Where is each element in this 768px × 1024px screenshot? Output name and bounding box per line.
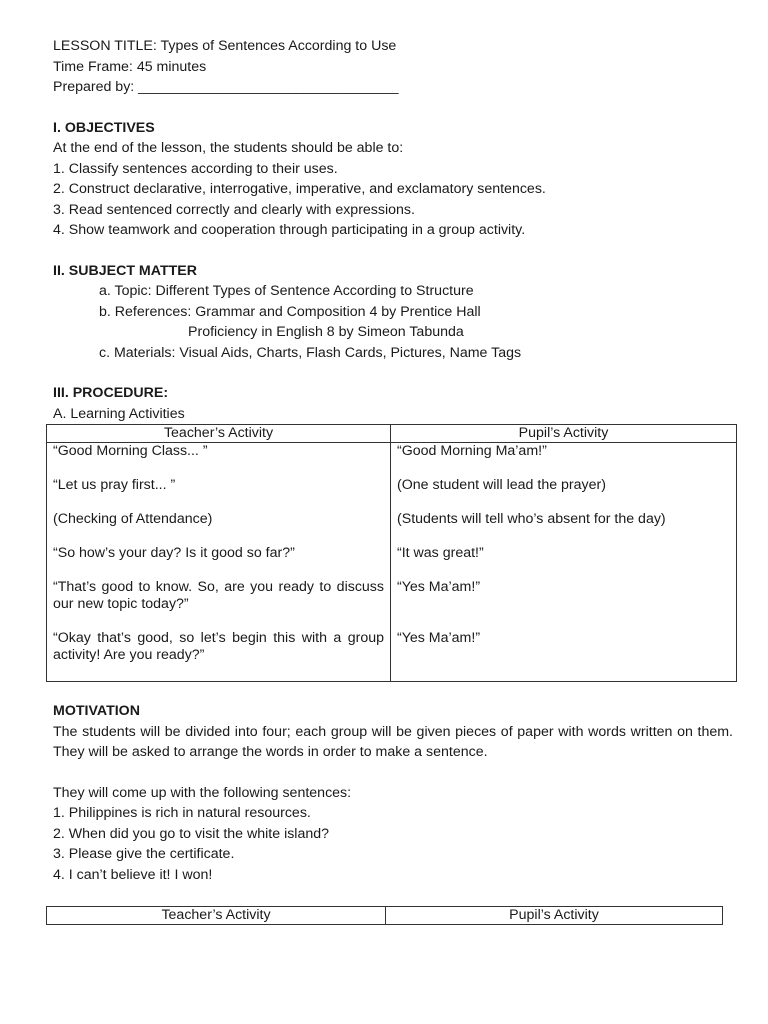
teacher-line: “Okay that’s good, so let’s begin this with a group activity! Are you ready?”	[53, 630, 384, 663]
pupil-line: “It was great!”	[397, 545, 484, 561]
sentences-intro: They will come up with the following sentences:	[53, 784, 352, 801]
pupil-line: (One student will lead the prayer)	[397, 477, 606, 493]
prepared-by: Prepared by: _________________________________	[53, 79, 399, 95]
teacher-activity-cell	[47, 443, 391, 682]
teacher-line: “That’s good to know. So, are you ready to discuss our new topic today?”	[53, 579, 384, 612]
pupil-line: “Yes Ma’am!”	[397, 630, 481, 646]
motivation-heading: MOTIVATION	[53, 703, 140, 719]
learning-activities-label: A. Learning Activities	[53, 405, 185, 422]
subject-references: b. References: Grammar and Composition 4 by Prentice Hall	[99, 303, 481, 320]
teacher-line: (Checking of Attendance)	[53, 511, 213, 527]
pupil-activity-header: Pupil’s Activity	[386, 907, 723, 925]
motivation-activities-table	[46, 906, 723, 925]
table-header-row	[47, 907, 723, 925]
sentence-item: 2. When did you go to visit the white island?	[53, 825, 330, 842]
objective-item: 2. Construct declarative, interrogative, imperative, and exclamatory sentences.	[53, 181, 546, 197]
objectives-intro: At the end of the lesson, the students should be able to:	[53, 140, 404, 156]
pupil-line: (Students will tell who’s absent for the day)	[397, 511, 666, 527]
subject-matter-heading: II. SUBJECT MATTER	[53, 262, 197, 279]
procedure-heading: III. PROCEDURE:	[53, 385, 169, 401]
teacher-line: “Good Morning Class... ”	[53, 443, 208, 459]
teacher-line: “Let us pray first... ”	[53, 477, 176, 493]
motivation-paragraph: The students will be divided into four; each group will be given pieces of paper with words written on them. They will be asked to arrange the words in order to make a sentence.	[53, 723, 733, 760]
objective-item: 3. Read sentenced correctly and clearly with expressions.	[53, 201, 415, 218]
pupil-activity-header: Pupil’s Activity	[391, 425, 737, 443]
sentence-item: 1. Philippines is rich in natural resources.	[53, 805, 311, 821]
table-header-row	[47, 425, 737, 443]
sentence-item: 3. Please give the certificate.	[53, 846, 235, 862]
objectives-list	[53, 159, 733, 241]
sentence-item: 4. I can’t believe it! I won!	[53, 866, 213, 883]
subject-materials: c. Materials: Visual Aids, Charts, Flash Cards, Pictures, Name Tags	[99, 344, 522, 361]
teacher-activity-header: Teacher’s Activity	[47, 907, 386, 925]
objective-item: 1. Classify sentences according to their uses.	[53, 160, 338, 177]
subject-references-cont: Proficiency in English 8 by Simeon Tabunda	[188, 324, 464, 340]
learning-activities-table	[46, 424, 737, 682]
table-row	[47, 443, 737, 682]
time-frame: Time Frame: 45 minutes	[53, 58, 207, 75]
objective-item: 4. Show teamwork and cooperation through participating in a group activity.	[53, 222, 526, 238]
teacher-activity-header: Teacher’s Activity	[47, 425, 391, 443]
lesson-title: LESSON TITLE: Types of Sentences According to Use	[53, 38, 397, 54]
pupil-activity-cell	[391, 443, 737, 682]
objectives-heading: I. OBJECTIVES	[53, 119, 155, 136]
pupil-line: “Good Morning Ma’am!”	[397, 443, 547, 459]
subject-topic: a. Topic: Different Types of Sentence According to Structure	[99, 283, 474, 299]
lesson-plan-page	[53, 36, 733, 925]
teacher-line: “So how’s your day? Is it good so far?”	[53, 545, 295, 561]
pupil-line: “Yes Ma’am!”	[397, 579, 481, 595]
